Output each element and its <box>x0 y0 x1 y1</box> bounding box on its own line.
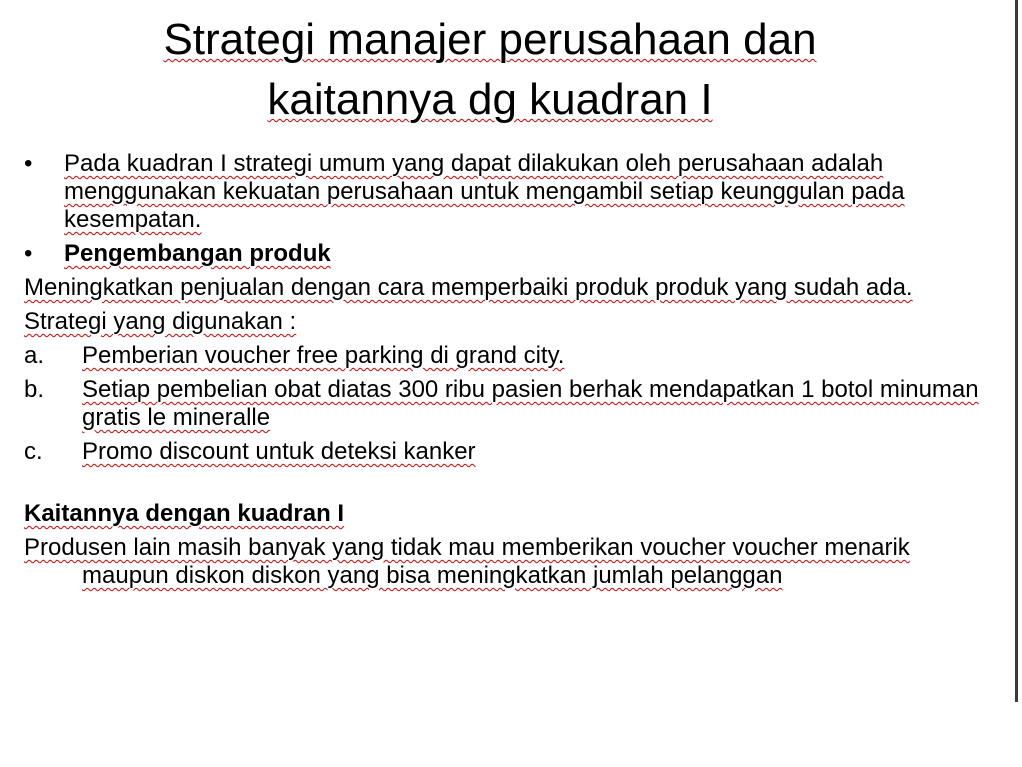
relation-text: Produsen lain masih banyak yang tidak mau memberikan voucher voucher menarik maupun diskon diskon yang bisa meningkatkan jumlah pelanggan <box>24 534 910 589</box>
relation-heading <box>24 500 984 528</box>
strategy-item-text: Promo discount untuk deteksi kanker <box>82 438 476 465</box>
strategy-label-text: Strategi yang digunakan : <box>24 308 297 335</box>
strategy-item-label: a. <box>24 342 45 369</box>
product-development-paragraph <box>24 274 984 302</box>
strategy-item <box>24 342 984 370</box>
slide-title <box>40 10 940 130</box>
strategy-item-text: Pemberian voucher free parking di grand city. <box>82 342 565 369</box>
bullet-heading: Pengembangan produk <box>64 240 331 267</box>
bullet-item <box>24 240 984 268</box>
strategy-item-text: Setiap pembelian obat diatas 300 ribu pasien berhak mendapatkan 1 botol minuman gratis le mineralle <box>82 376 979 431</box>
relation-heading-text: Kaitannya dengan kuadran I <box>24 500 345 527</box>
spacer <box>24 472 984 500</box>
bullet-text: Pada kuadran I strategi umum yang dapat dilakukan oleh perusahaan adalah menggunakan kekuatan perusahaan untuk mengambil setiap keunggulan pada kesempatan. <box>64 150 905 233</box>
strategy-item <box>24 438 984 466</box>
relation-paragraph <box>24 534 984 590</box>
strategy-item-label: c. <box>24 438 43 465</box>
bullet-icon: • <box>24 240 33 267</box>
strategy-item-label: b. <box>24 376 45 403</box>
bullet-icon: • <box>24 150 33 177</box>
title-line-2: kaitannya dg kuadran I <box>267 75 713 124</box>
slide-edge-divider <box>1015 0 1018 702</box>
strategy-item <box>24 376 984 432</box>
slide-body <box>24 150 984 590</box>
paragraph-text: Meningkatkan penjualan dengan cara memperbaiki produk produk yang sudah ada. <box>24 274 913 301</box>
strategy-label <box>24 308 984 336</box>
title-line-1: Strategi manajer perusahaan dan <box>163 15 817 64</box>
bullet-item <box>24 150 984 234</box>
